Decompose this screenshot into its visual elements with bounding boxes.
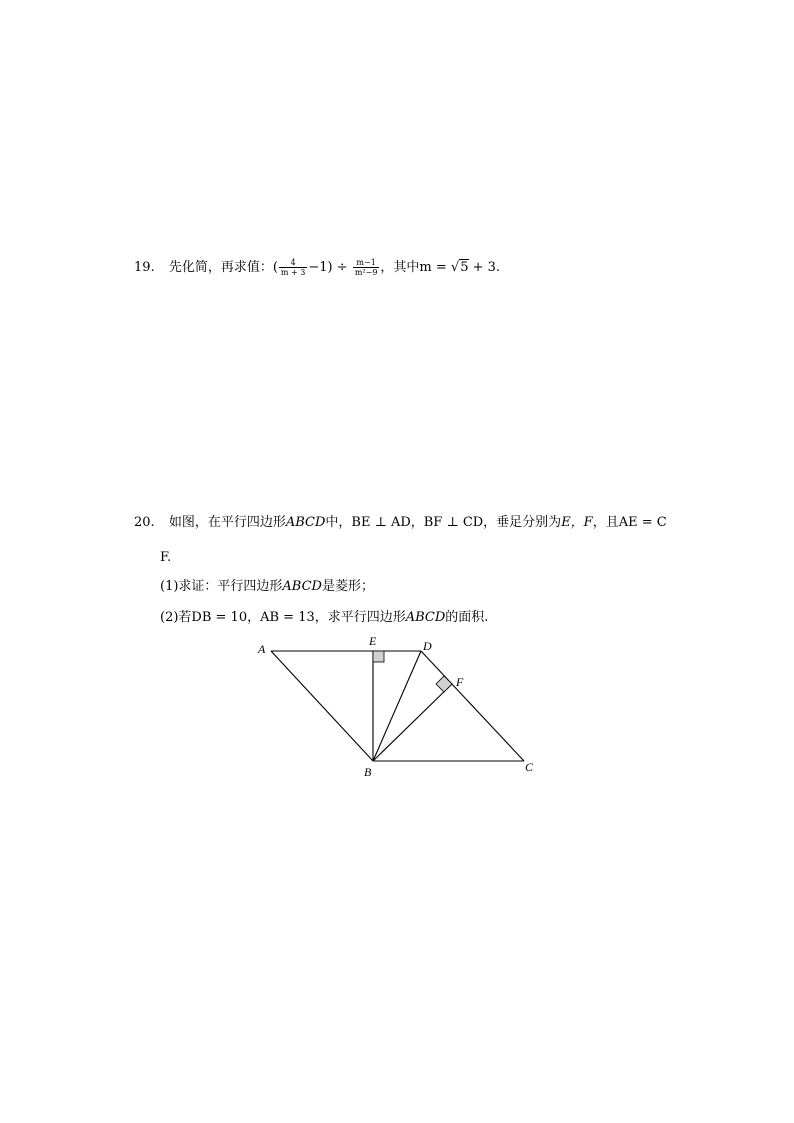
label-c: C — [525, 760, 534, 774]
text: 如图，在平行四边形 — [168, 515, 286, 530]
sqrt-sign: √ — [450, 260, 460, 275]
condition-text: ，其中m = — [380, 260, 451, 275]
radicand: 5 — [460, 260, 469, 275]
fraction-1: $\frac{4}{m + 3}$ — [280, 258, 306, 277]
abcd-italic: ABCD — [285, 515, 326, 530]
fraction-2: $\frac{m-1}{\text{m²−9}}$ — [354, 258, 378, 277]
text: 是菱形； — [321, 579, 374, 594]
open-paren: ( — [272, 260, 278, 275]
label-b: B — [364, 765, 372, 779]
tail-text: + 3. — [468, 260, 501, 275]
side-ab — [271, 651, 373, 761]
question-intro: 先化简，再求值： — [168, 260, 273, 275]
question-number: 19. — [134, 260, 155, 275]
text: 中，BE ⊥ AD，BF ⊥ CD，垂足分别为 — [325, 515, 562, 530]
label-f: F — [456, 675, 464, 689]
diagonal-bd — [373, 651, 421, 761]
right-angle-mark-f — [436, 676, 452, 692]
question-number: 20. — [134, 515, 155, 530]
segment-bf — [373, 684, 452, 761]
label-d: D — [423, 639, 432, 653]
label-a: A — [258, 642, 266, 656]
divide-sign: ÷ — [336, 260, 348, 275]
abcd-italic: ABCD — [282, 579, 322, 594]
right-angle-mark-e — [373, 651, 384, 662]
minus-one: −1) — [308, 260, 333, 275]
side-dc — [421, 651, 524, 761]
text: 的面积. — [445, 610, 489, 625]
text: ，且AE = C — [592, 515, 667, 530]
label-e: E — [369, 634, 377, 648]
ef-italic: E，F — [561, 515, 593, 530]
abcd-italic: ABCD — [405, 610, 446, 625]
text: (1)求证：平行四边形 — [160, 579, 283, 594]
text: (2)若DB = 10，AB = 13，求平行四边形 — [160, 610, 406, 625]
text: F. — [160, 550, 172, 565]
